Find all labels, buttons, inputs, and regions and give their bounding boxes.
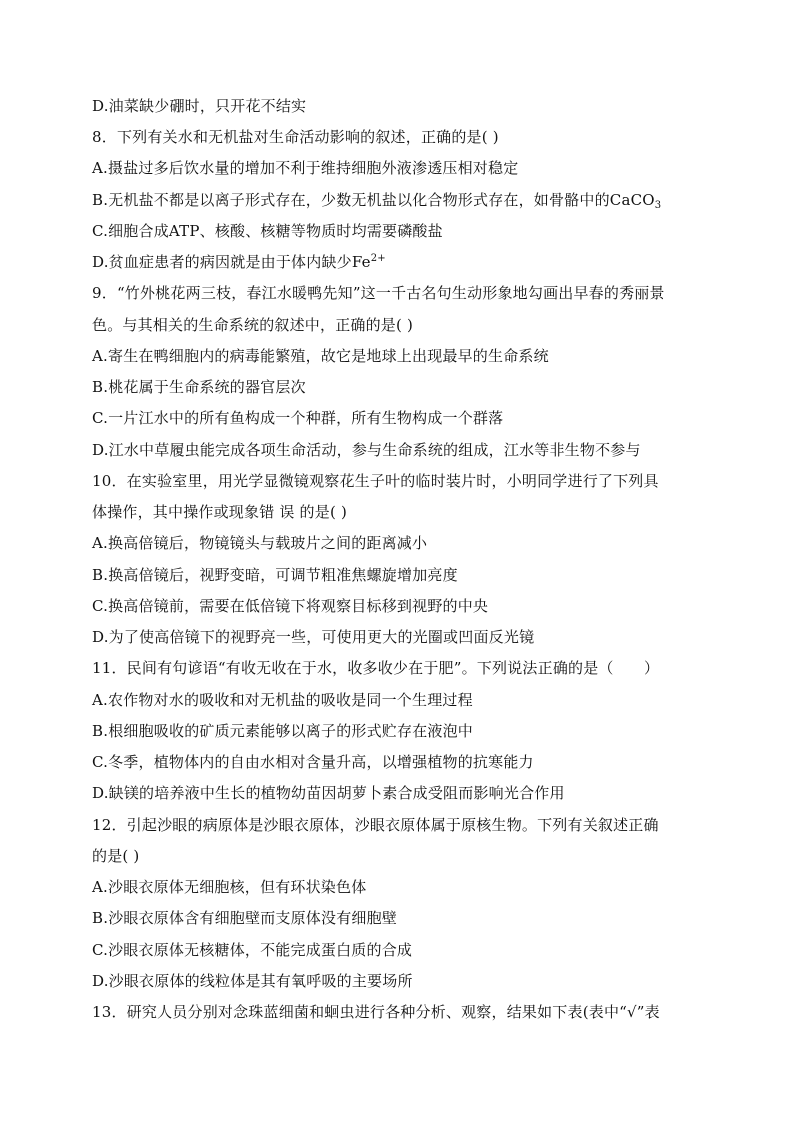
question-13-stem-line1: 13．研究人员分别对念珠蓝细菌和蛔虫进行各种分析、观察，结果如下表(表中“√”表 (92, 1003, 660, 1021)
question-11-option-d: D.缺镁的培养液中生长的植物幼苗因胡萝卜素合成受阻而影响光合作用 (92, 784, 565, 802)
question-9-option-a: A.寄生在鸭细胞内的病毒能繁殖，故它是地球上出现最早的生命系统 (92, 347, 549, 365)
question-9-stem-line2: 色。与其相关的生命系统的叙述中，正确的是( ) (92, 316, 414, 334)
question-10-option-c: C.换高倍镜前，需要在低倍镜下将观察目标移到视野的中央 (92, 597, 489, 615)
question-8-option-c: C.细胞合成ATP、核酸、核糖等物质时均需要磷酸盐 (92, 222, 443, 240)
question-10-stem-line1: 10．在实验室里，用光学显微镜观察花生子叶的临时装片时，小明同学进行了下列具 (92, 472, 659, 490)
question-10-stem-line2: 体操作，其中操作或现象错 误 的是( ) (92, 503, 348, 521)
question-12-option-c: C.沙眼衣原体无核糖体，不能完成蛋白质的合成 (92, 941, 413, 959)
question-12-stem-line2: 的是( ) (92, 847, 140, 865)
question-12-stem-line1: 12．引起沙眼的病原体是沙眼衣原体，沙眼衣原体属于原核生物。下列有关叙述正确 (92, 816, 659, 834)
question-11-option-a: A.农作物对水的吸收和对无机盐的吸收是同一个生理过程 (92, 691, 473, 709)
question-12-option-a: A.沙眼衣原体无细胞核，但有环状染色体 (92, 878, 367, 896)
question-8-option-b (92, 190, 712, 210)
question-8-option-a: A.摄盐过多后饮水量的增加不利于维持细胞外液渗透压相对稳定 (92, 159, 519, 177)
question-8-option-d-text: D.贫血症患者的病因就是由于体内缺少Fe (92, 253, 371, 271)
question-9-option-c: C.一片江水中的所有鱼构成一个种群，所有生物构成一个群落 (92, 409, 504, 427)
question-10-option-b: B.换高倍镜后，视野变暗，可调节粗准焦螺旋增加亮度 (92, 566, 458, 584)
question-10-option-d: D.为了使高倍镜下的视野亮一些，可使用更大的光圈或凹面反光镜 (92, 628, 535, 646)
question-10-option-a: A.换高倍镜后，物镜镜头与载玻片之间的距离减小 (92, 534, 428, 552)
question-9-option-b: B.桃花属于生命系统的器官层次 (92, 378, 306, 396)
question-8-option-b-text: B.无机盐不都是以离子形式存在，少数无机盐以化合物形式存在，如骨骼中的CaCO (92, 191, 655, 209)
question-11-stem: 11．民间有句谚语“有收无收在于水，收多收少在于肥”。下列说法正确的是（ ） (92, 659, 660, 677)
question-11-option-b: B.根细胞吸收的矿质元素能够以离子的形式贮存在液泡中 (92, 722, 473, 740)
question-12-option-b: B.沙眼衣原体含有细胞壁而支原体没有细胞壁 (92, 909, 397, 927)
question-9-option-d: D.江水中草履虫能完成各项生命活动，参与生命系统的组成，江水等非生物不参与 (92, 441, 641, 459)
prev-question-option-d: D.油菜缺少硼时，只开花不结实 (92, 97, 307, 115)
question-11-option-c: C.冬季，植物体内的自由水相对含量升高，以增强植物的抗寒能力 (92, 753, 534, 771)
question-8-option-d (92, 252, 712, 272)
question-8-option-b-subscript: 3 (654, 200, 662, 211)
question-8-stem: 8．下列有关水和无机盐对生命活动影响的叙述，正确的是( ) (92, 128, 499, 146)
question-8-option-d-superscript: 2+ (370, 253, 386, 264)
question-12-option-d: D.沙眼衣原体的线粒体是其有氧呼吸的主要场所 (92, 972, 413, 990)
question-9-stem-line1: 9．“竹外桃花两三枝，春江水暖鸭先知”这一千古名句生动形象地勾画出早春的秀丽景 (92, 284, 665, 302)
